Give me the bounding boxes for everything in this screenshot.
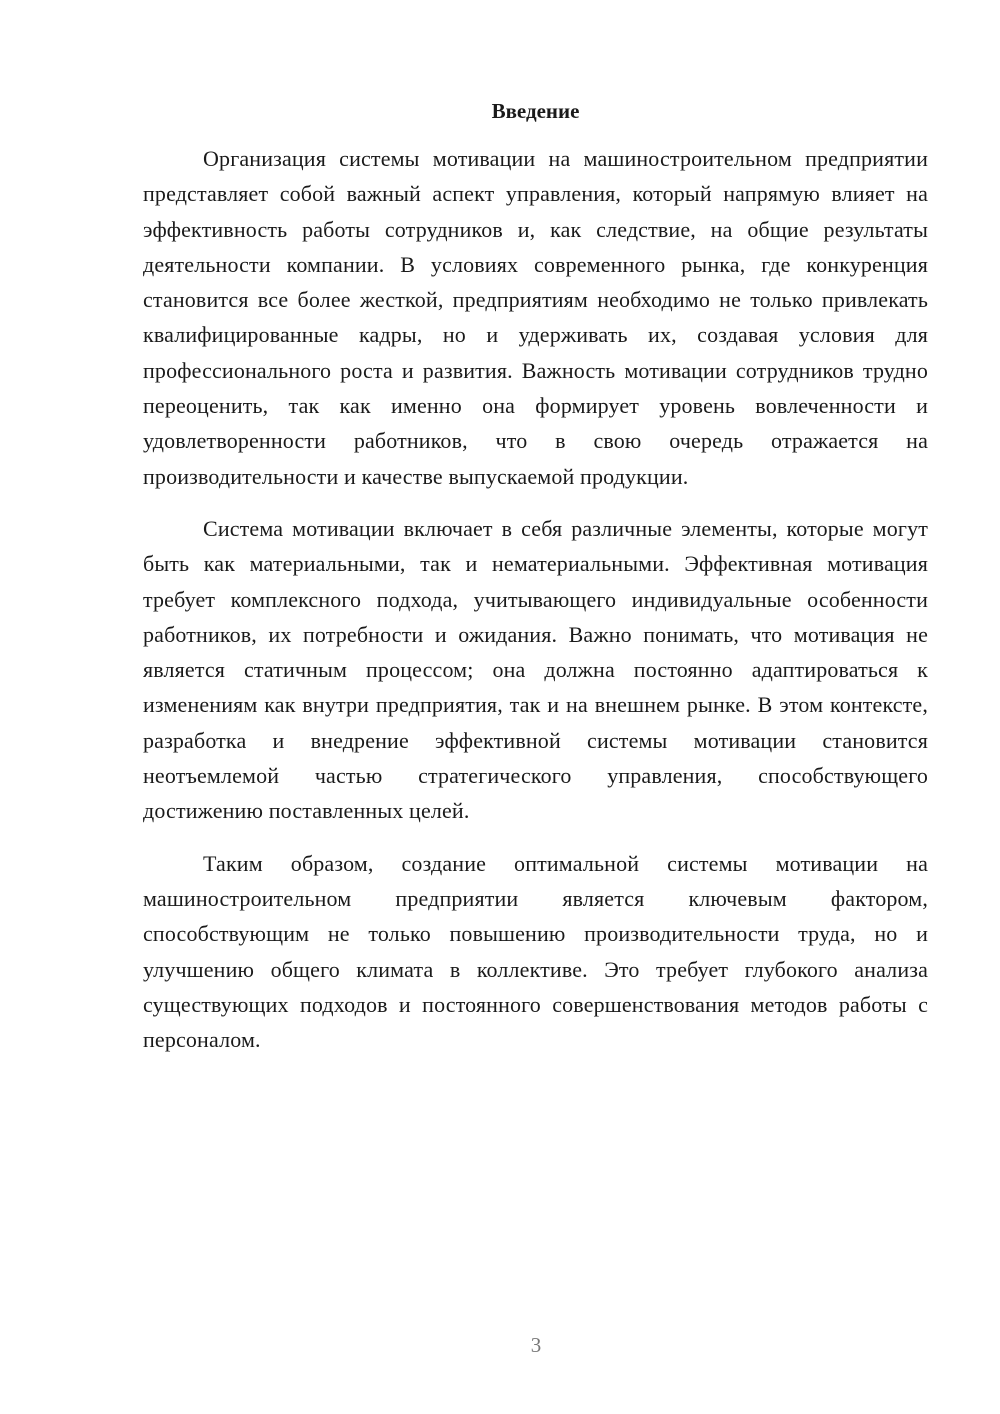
- paragraph-2: Система мотивации включает в себя различные элементы, которые могут быть как материальными, так и нематериальными. Эффективная мотивация требует комплексного подхода, учитывающего индивидуальные особенности работников, их потребности и ожидания. Важно понимать, что мотивация не является статичным процессом; она должна постоянно адаптироваться к изменениям как внутри предприятия, так и на внешнем рынке. В этом контексте, разработка и внедрение эффективной системы мотивации становится неотъемлемой частью стратегического управления, способствующего достижению поставленных целей.: [143, 515, 928, 824]
- paragraph-1: Организация системы мотивации на машиностроительном предприятии представляет собой важный аспект управления, который напрямую влияет на эффективность работы сотрудников и, как следствие, на общие результаты деятельности компании. В условиях современного рынка, где конкуренция становится все более жесткой, предприятиям необходимо не только привлекать квалифицированные кадры, но и удерживать их, создавая условия для профессионального роста и развития. Важность мотивации сотрудников трудно переоценить, так как именно она формирует уровень вовлеченности и удовлетворенности работников, что в свою очередь отражается на производительности и качестве выпускаемой продукции.: [143, 146, 928, 489]
- section-heading: Введение: [491, 99, 580, 123]
- page-number: 3: [530, 1333, 542, 1357]
- paragraph-3: Таким образом, создание оптимальной системы мотивации на машиностроительном предприятии является ключевым фактором, способствующим не только повышению производительности труда, но и улучшению общего климата в коллективе. Это требует глубокого анализа существующих подходов и постоянного совершенствования методов работы с персоналом.: [143, 850, 928, 1053]
- page-content: [143, 94, 928, 1074]
